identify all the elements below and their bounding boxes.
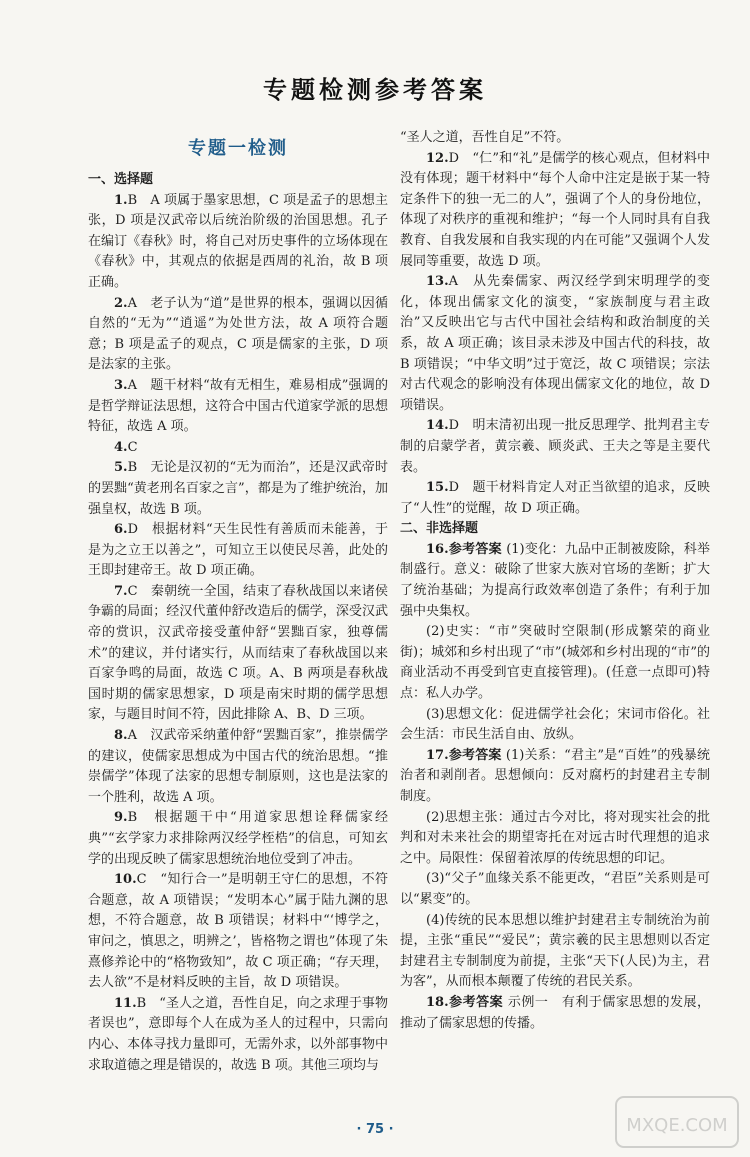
right-item (400, 128, 710, 149)
right-item (400, 478, 710, 519)
item-text: C 秦朝统一全国，结束了春秋战国以来诸侯争霸的局面；经汉代董仲舒改造后的儒学，深受汉武帝的赏识，汉武帝接受董仲舒“罢黜百家，独尊儒术”的建议，并付诸实行，从而结束了春秋战国以来百家争鸣的局面，故选 C 项。A、B 两项是春秋战国时期的儒家思想家，D 项是南宋时期的儒学思想家，与题目时间不符，因此排除 A、B、D 三项。 (88, 583, 388, 723)
answer-paragraph (400, 808, 710, 870)
watermark-logo (612, 1093, 742, 1151)
answer-text: (1)变化：九品中正制被废除，科举制盛行。意义：破除了世家大族对官场的垄断；扩大了统治基础；为提高行政效率创造了条件；有利于加强中央集权。 (400, 541, 710, 619)
item-text: C “知行合一”是明朝王守仁的思想，不符合题意，故 A 项错误；“发明本心”属于陆九渊的思想，不符合题意，故 B 项错误；材料中“‘博学之，审问之，慎思之，明辨之’，皆格物之谓也”体现了朱熹修养论中的“格物致知”，故 C 项正确；“存天理，去人欲”不是材料反映的主旨，故 D 项错误。 (88, 872, 388, 991)
heading-nonchoice: 二、非选择题 (400, 521, 479, 537)
heading-choice: 一、选择题 (88, 172, 154, 187)
answer-text: (3)“父子”血缘关系不能更改，“君臣”关系则是可以“累变”的。 (400, 871, 710, 907)
right-item-list (400, 128, 710, 519)
item-number: 8. (114, 728, 128, 744)
left-item (88, 808, 388, 870)
item-number: 2. (114, 295, 128, 311)
left-column (88, 136, 388, 1076)
item-number: 4. (114, 439, 128, 455)
answer-text: (4)传统的民本思想以维护封建君主专制统治为前提，主张“重民”“爱民”；黄宗羲的民主思想则以否定封建君主专制制度为前提，主张“天下(人民)为主，君为客”，从而根本颠覆了传统的君民关系。 (400, 912, 710, 990)
left-item (88, 994, 388, 1076)
item-text: B A 项属于墨家思想，C 项是孟子的思想主张，D 项是汉武帝以后统治阶级的治国思想。孔子在编订《春秋》时，将自己对历史事件的立场体现在《春秋》中，其观点的依据是西周的礼治，故 B 项正确。 (88, 192, 388, 290)
answer-paragraph (400, 540, 710, 622)
answer-list (400, 540, 710, 1034)
answer-label: 参考答案 (448, 747, 502, 763)
answer-text: 示例一 有利于儒家思想的发展，推动了儒家思想的传播。 (400, 994, 710, 1031)
answer-text: (3)思想文化：促进儒学社会化；宋词市俗化。社会生活：市民生活自由、放纵。 (400, 706, 710, 743)
item-text: D “仁”和“礼”是儒学的核心观点，但材料中没有体现；题干材料中“每个人命中注定是嵌于某一特定条件下的独一无二的人”，强调了个人的身份地位，体现了对秩序的重视和维护；“每一个人同时具有自我教育、自我发展和自我实现的内在可能”又强调个人发展同等重要，故选 D 项。 (400, 150, 710, 269)
item-text: A 从先秦儒家、两汉经学到宋明理学的变化，体现出儒家文化的演变，“家族制度与君主政治”又反映出它与古代中国社会结构和政治制度的关系，故 A 项正确；该目录未涉及中国古代的科技，故 B 项错误；“中华文明”过于宽泛，故 C 项错误；宗法对古代观念的影响没有体现出儒家文化的地位，故 D 项错误。 (400, 274, 710, 413)
svg-text:MXQE.COM: MXQE.COM (626, 1115, 728, 1136)
answer-label: 参考答案 (448, 994, 504, 1010)
answer-paragraph (400, 993, 710, 1034)
page-title: 专题检测参考答案 (263, 76, 487, 104)
item-number: 1. (114, 192, 128, 208)
item-number: 9. (114, 810, 128, 826)
item-number: 3. (114, 377, 128, 393)
left-item (88, 726, 388, 808)
item-text: A 题干材料“故有无相生，难易相成”强调的是哲学辩证法思想，这符合中国古代道家学派的思想特征，故选 A 项。 (88, 377, 388, 435)
left-item (88, 294, 388, 376)
item-text: B 无论是汉初的“无为而治”，还是汉武帝时的罢黜“黄老刑名百家之言”，都是为了维护统治，加强皇权，故选 B 项。 (88, 460, 388, 517)
item-text: D 明末清初出现一批反思理学、批判君主专制的启蒙学者，黄宗羲、顾炎武、王夫之等是主要代表。 (400, 418, 710, 475)
answer-paragraph (400, 622, 710, 704)
item-number: 12. (426, 150, 449, 166)
item-number: 17. (426, 747, 449, 763)
left-item (88, 870, 388, 994)
left-item (88, 376, 388, 438)
answer-text: (2)史实：“市”突破时空限制(形成繁荣的商业街)；城郊和乡村出现了“市”(城郊和乡村出现的“市”的商业活动不再受到官吏直接管理)。(任意一点即可)特点：私人办学。 (400, 624, 710, 702)
item-text: “圣人之道，吾性自足”不符。 (400, 130, 570, 145)
answer-paragraph (400, 705, 710, 746)
answer-paragraph (400, 869, 710, 910)
left-item (88, 458, 388, 520)
item-number: 16. (426, 541, 449, 557)
right-item (400, 272, 710, 416)
item-text: B 根据题干中“用道家思想诠释儒家经典”“玄学家力求排除两汉经学桎梏”的信息，可知玄学的出现反映了儒家思想统治地位受到了冲击。 (88, 810, 388, 867)
answer-paragraph (400, 911, 710, 993)
item-text: D 题干材料肯定人对正当欲望的追求，反映了“人性”的觉醒，故 D 项正确。 (400, 480, 710, 516)
item-text: C (127, 439, 138, 455)
left-item (88, 191, 388, 294)
right-item (400, 416, 710, 478)
item-number: 18. (426, 994, 449, 1010)
right-column (400, 128, 710, 1034)
item-number: 10. (114, 872, 137, 888)
left-item (88, 438, 388, 459)
item-text: B “圣人之道，吾性自足，向之求理于事物者误也”，意即每个人在成为圣人的过程中，只需向内心、本体寻找力量即可，无需外求，以外部事物中求取道德之理是错误的，故选 B 项。其他三项均与 (88, 995, 388, 1073)
answer-label: 参考答案 (448, 541, 502, 557)
answer-text: (2)思想主张：通过古今对比，将对现实社会的批判和对未来社会的期望寄托在对远古时代理想的追求之中。局限性：保留着浓厚的传统思想的印记。 (400, 809, 710, 866)
item-number: 6. (114, 522, 128, 538)
answer-paragraph (400, 746, 710, 808)
right-item (400, 149, 710, 273)
answer-text: (1)关系：“君主”是“百姓”的残暴统治者和剥削者。思想倾向：反对腐朽的封建君主专制制度。 (400, 747, 710, 804)
page-number: · 75 · (356, 1122, 394, 1137)
item-text: D 根据材料“天生民性有善质而未能善，于是为之立王以善之”，可知立王以使民尽善，此处的王即封建帝王。故 D 项正确。 (88, 522, 388, 579)
item-number: 15. (426, 480, 449, 496)
left-item (88, 582, 388, 726)
item-number: 14. (426, 418, 449, 434)
item-text: A 汉武帝采纳董仲舒“罢黜百家”，推崇儒学的建议，使儒家思想成为中国古代的统治思想。“推崇儒学”体现了法家的思想专制原则，这也是法家的一个胜利，故选 A 项。 (88, 728, 388, 805)
section-title: 专题一检测 (188, 138, 288, 159)
left-item (88, 520, 388, 582)
item-text: A 老子认为“道”是世界的根本，强调以因循自然的“无为”“逍遥”为处世方法，故 A 项符合题意；B 项是孟子的观点，C 项是儒家的主张，D 项是法家的主张。 (88, 295, 388, 373)
item-number: 11. (114, 995, 137, 1011)
left-item-list (88, 191, 388, 1077)
item-number: 7. (114, 583, 128, 599)
item-number: 5. (114, 460, 128, 476)
item-number: 13. (426, 274, 449, 290)
